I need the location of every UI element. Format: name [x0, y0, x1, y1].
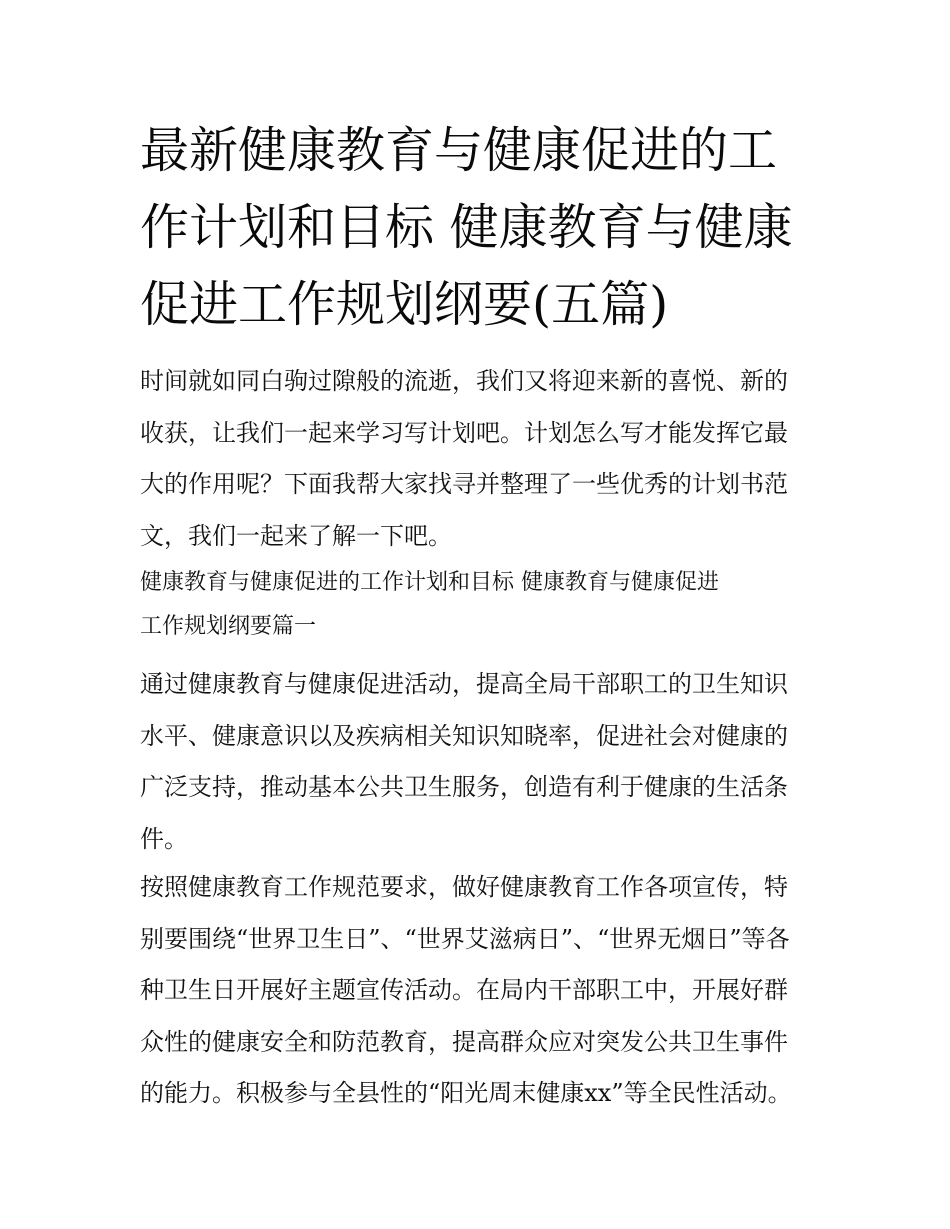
text-line: 文，我们一起来了解一下吧。	[140, 521, 452, 550]
title-line: 作计划和目标 健康教育与健康	[140, 199, 793, 256]
text-line: 收获，让我们一起来学习写计划吧。计划怎么写才能发挥它最	[140, 418, 788, 447]
text-line: 水平、健康意识以及疾病相关知识知晓率，促进社会对健康的	[140, 721, 788, 750]
section-heading	[140, 561, 820, 649]
title-line: 促进工作规划纲要(五篇)	[140, 276, 669, 333]
heading-line: 工作规划纲要篇一	[140, 614, 317, 639]
document-title	[140, 112, 820, 343]
text-line: 时间就如同白驹过隙般的流逝，我们又将迎来新的喜悦、新的	[140, 367, 788, 395]
heading-line: 健康教育与健康促进的工作计划和目标 健康教育与健康促进	[140, 570, 719, 595]
title-line: 最新健康教育与健康促进的工	[140, 122, 778, 179]
text-line: 众性的健康安全和防范教育，提高群众应对突发公共卫生事件	[140, 1027, 788, 1056]
text-line: 通过健康教育与健康促进活动，提高全局干部职工的卫生知识	[140, 670, 788, 698]
text-line: 按照健康教育工作规范要求，做好健康教育工作各项宣传，特	[140, 873, 788, 901]
text-line: 件。	[140, 824, 188, 853]
text-line: 别要围绕“世界卫生日”、“世界艾滋病日”、“世界无烟日”等各	[140, 924, 790, 953]
text-line: 的能力。积极参与全县性的“阳光周末健康xx”等全民性活动。	[140, 1079, 792, 1107]
intro-paragraph	[140, 356, 820, 562]
body-paragraph-2	[140, 862, 820, 1120]
text-line: 大的作用呢？下面我帮大家找寻并整理了一些优秀的计划书范	[140, 470, 788, 498]
body-paragraph-1	[140, 659, 820, 865]
text-line: 广泛支持，推动基本公共卫生服务，创造有利于健康的生活条	[140, 773, 788, 801]
text-line: 种卫生日开展好主题宣传活动。在局内干部职工中，开展好群	[140, 976, 788, 1004]
